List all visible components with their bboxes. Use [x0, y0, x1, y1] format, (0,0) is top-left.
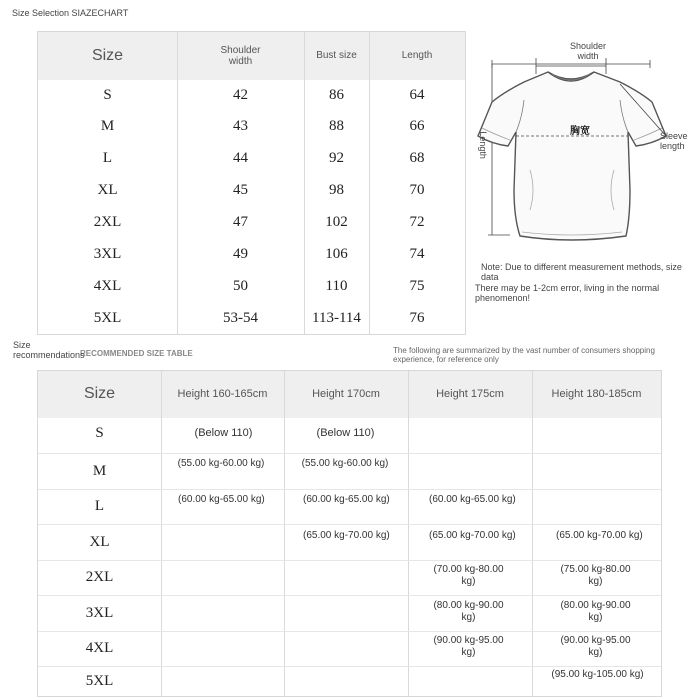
size-cell: XL	[89, 533, 110, 550]
shoulder-cell: 53-54	[223, 310, 258, 326]
shoulder-cell: 47	[233, 214, 248, 230]
weight-cell: (60.00 kg-65.00 kg)	[303, 494, 390, 505]
recommended-size-table	[37, 370, 662, 697]
header-height-170: Height 170cm	[284, 371, 408, 418]
weight-cell: (55.00 kg-60.00 kg)	[177, 458, 265, 469]
size-cell: 5XL	[85, 672, 114, 689]
measurement-note-line-2: There may be 1-2cm error, living in the normal phenomenon!	[475, 283, 660, 304]
tshirt-outline	[478, 72, 666, 240]
shoulder-cell: 50	[233, 278, 248, 294]
size-cell: 2XL	[93, 214, 122, 230]
bust-cell: 86	[329, 87, 344, 103]
length-cell: 76	[409, 310, 425, 326]
header-size: Size	[38, 32, 177, 80]
sleeve-length-label: Sleeve length	[660, 131, 688, 152]
size-cell: L	[102, 150, 113, 166]
weight-cell: (90.00 kg-95.00 kg)	[560, 635, 631, 658]
shoulder-cell: 42	[233, 87, 248, 103]
weight-cell: (80.00 kg-90.00 kg)	[560, 600, 631, 623]
length-cell: 75	[409, 278, 425, 294]
header-height-160-165: Height 160-165cm	[161, 371, 284, 418]
size-cell: M	[100, 118, 115, 134]
shoulder-cell: 43	[233, 118, 248, 134]
weight-cell: (70.00 kg-80.00 kg)	[433, 564, 504, 587]
header-height-175: Height 175cm	[408, 371, 532, 418]
header-height-180-185: Height 180-185cm	[532, 371, 661, 418]
size-cell: 3XL	[85, 604, 114, 621]
weight-cell: (80.00 kg-90.00 kg)	[433, 600, 504, 623]
length-cell: 72	[409, 214, 425, 230]
page-title: Size Selection SIAZECHART	[12, 8, 129, 18]
measurement-note-line-1: Note: Due to different measurement methods, size data	[481, 262, 682, 283]
size-cell: M	[92, 462, 107, 479]
recommendation-subtitle: The following are summarized by the vast number of consumers shopping experience, for reference only	[393, 346, 655, 365]
weight-cell: (55.00 kg-60.00 kg)	[301, 458, 389, 469]
bust-cell: 98	[329, 182, 344, 198]
recommended-size-table-title: RECOMMENDED SIZE TABLE	[80, 349, 193, 358]
size-cell: 4XL	[85, 640, 114, 656]
weight-cell: (60.00 kg-65.00 kg)	[429, 494, 516, 505]
weight-cell: (65.00 kg-70.00 kg)	[556, 530, 643, 541]
weight-cell: (75.00 kg-80.00 kg)	[560, 564, 631, 587]
shoulder-width-label: Shoulder width	[569, 41, 607, 62]
bust-width-label: 胸宽	[570, 126, 590, 137]
bust-cell: 110	[325, 278, 348, 294]
header-size: Size	[38, 371, 161, 418]
header-length: Length	[369, 32, 465, 80]
length-cell: 66	[409, 118, 425, 134]
weight-cell: (Below 110)	[194, 427, 253, 439]
bust-cell: 92	[329, 150, 344, 166]
shoulder-cell: 45	[233, 182, 248, 198]
size-cell: 5XL	[93, 310, 122, 326]
length-cell: 70	[409, 182, 425, 198]
weight-cell: (60.00 kg-65.00 kg)	[178, 494, 265, 505]
length-cell: 74	[409, 246, 425, 262]
header-shoulder-width: Shoulder width	[177, 32, 304, 80]
bust-cell: 102	[325, 214, 348, 230]
size-cell: XL	[97, 182, 118, 198]
weight-cell: (90.00 kg-95.00 kg)	[433, 635, 504, 658]
length-label: Length	[478, 131, 489, 159]
bust-cell: 106	[325, 246, 348, 262]
shoulder-cell: 49	[233, 246, 248, 262]
size-cell: 4XL	[93, 278, 122, 294]
weight-cell: (65.00 kg-70.00 kg)	[303, 530, 390, 541]
header-bust-size: Bust size	[304, 32, 369, 80]
weight-cell: (65.00 kg-70.00 kg)	[429, 530, 516, 541]
weight-cell: (Below 110)	[316, 427, 375, 439]
size-cell: 2XL	[85, 569, 114, 585]
size-cell: S	[103, 87, 112, 103]
shoulder-cell: 44	[233, 150, 248, 166]
size-chart-table	[37, 31, 466, 335]
size-cell: 3XL	[93, 246, 122, 262]
bust-cell: 113-114	[312, 310, 361, 326]
size-recommendations-label: Size recommendations	[13, 340, 85, 361]
length-cell: 68	[409, 150, 425, 166]
size-cell: S	[95, 424, 104, 441]
bust-cell: 88	[329, 118, 344, 134]
size-cell: L	[94, 498, 105, 514]
length-cell: 64	[409, 87, 425, 103]
weight-cell: (95.00 kg-105.00 kg)	[551, 669, 644, 680]
